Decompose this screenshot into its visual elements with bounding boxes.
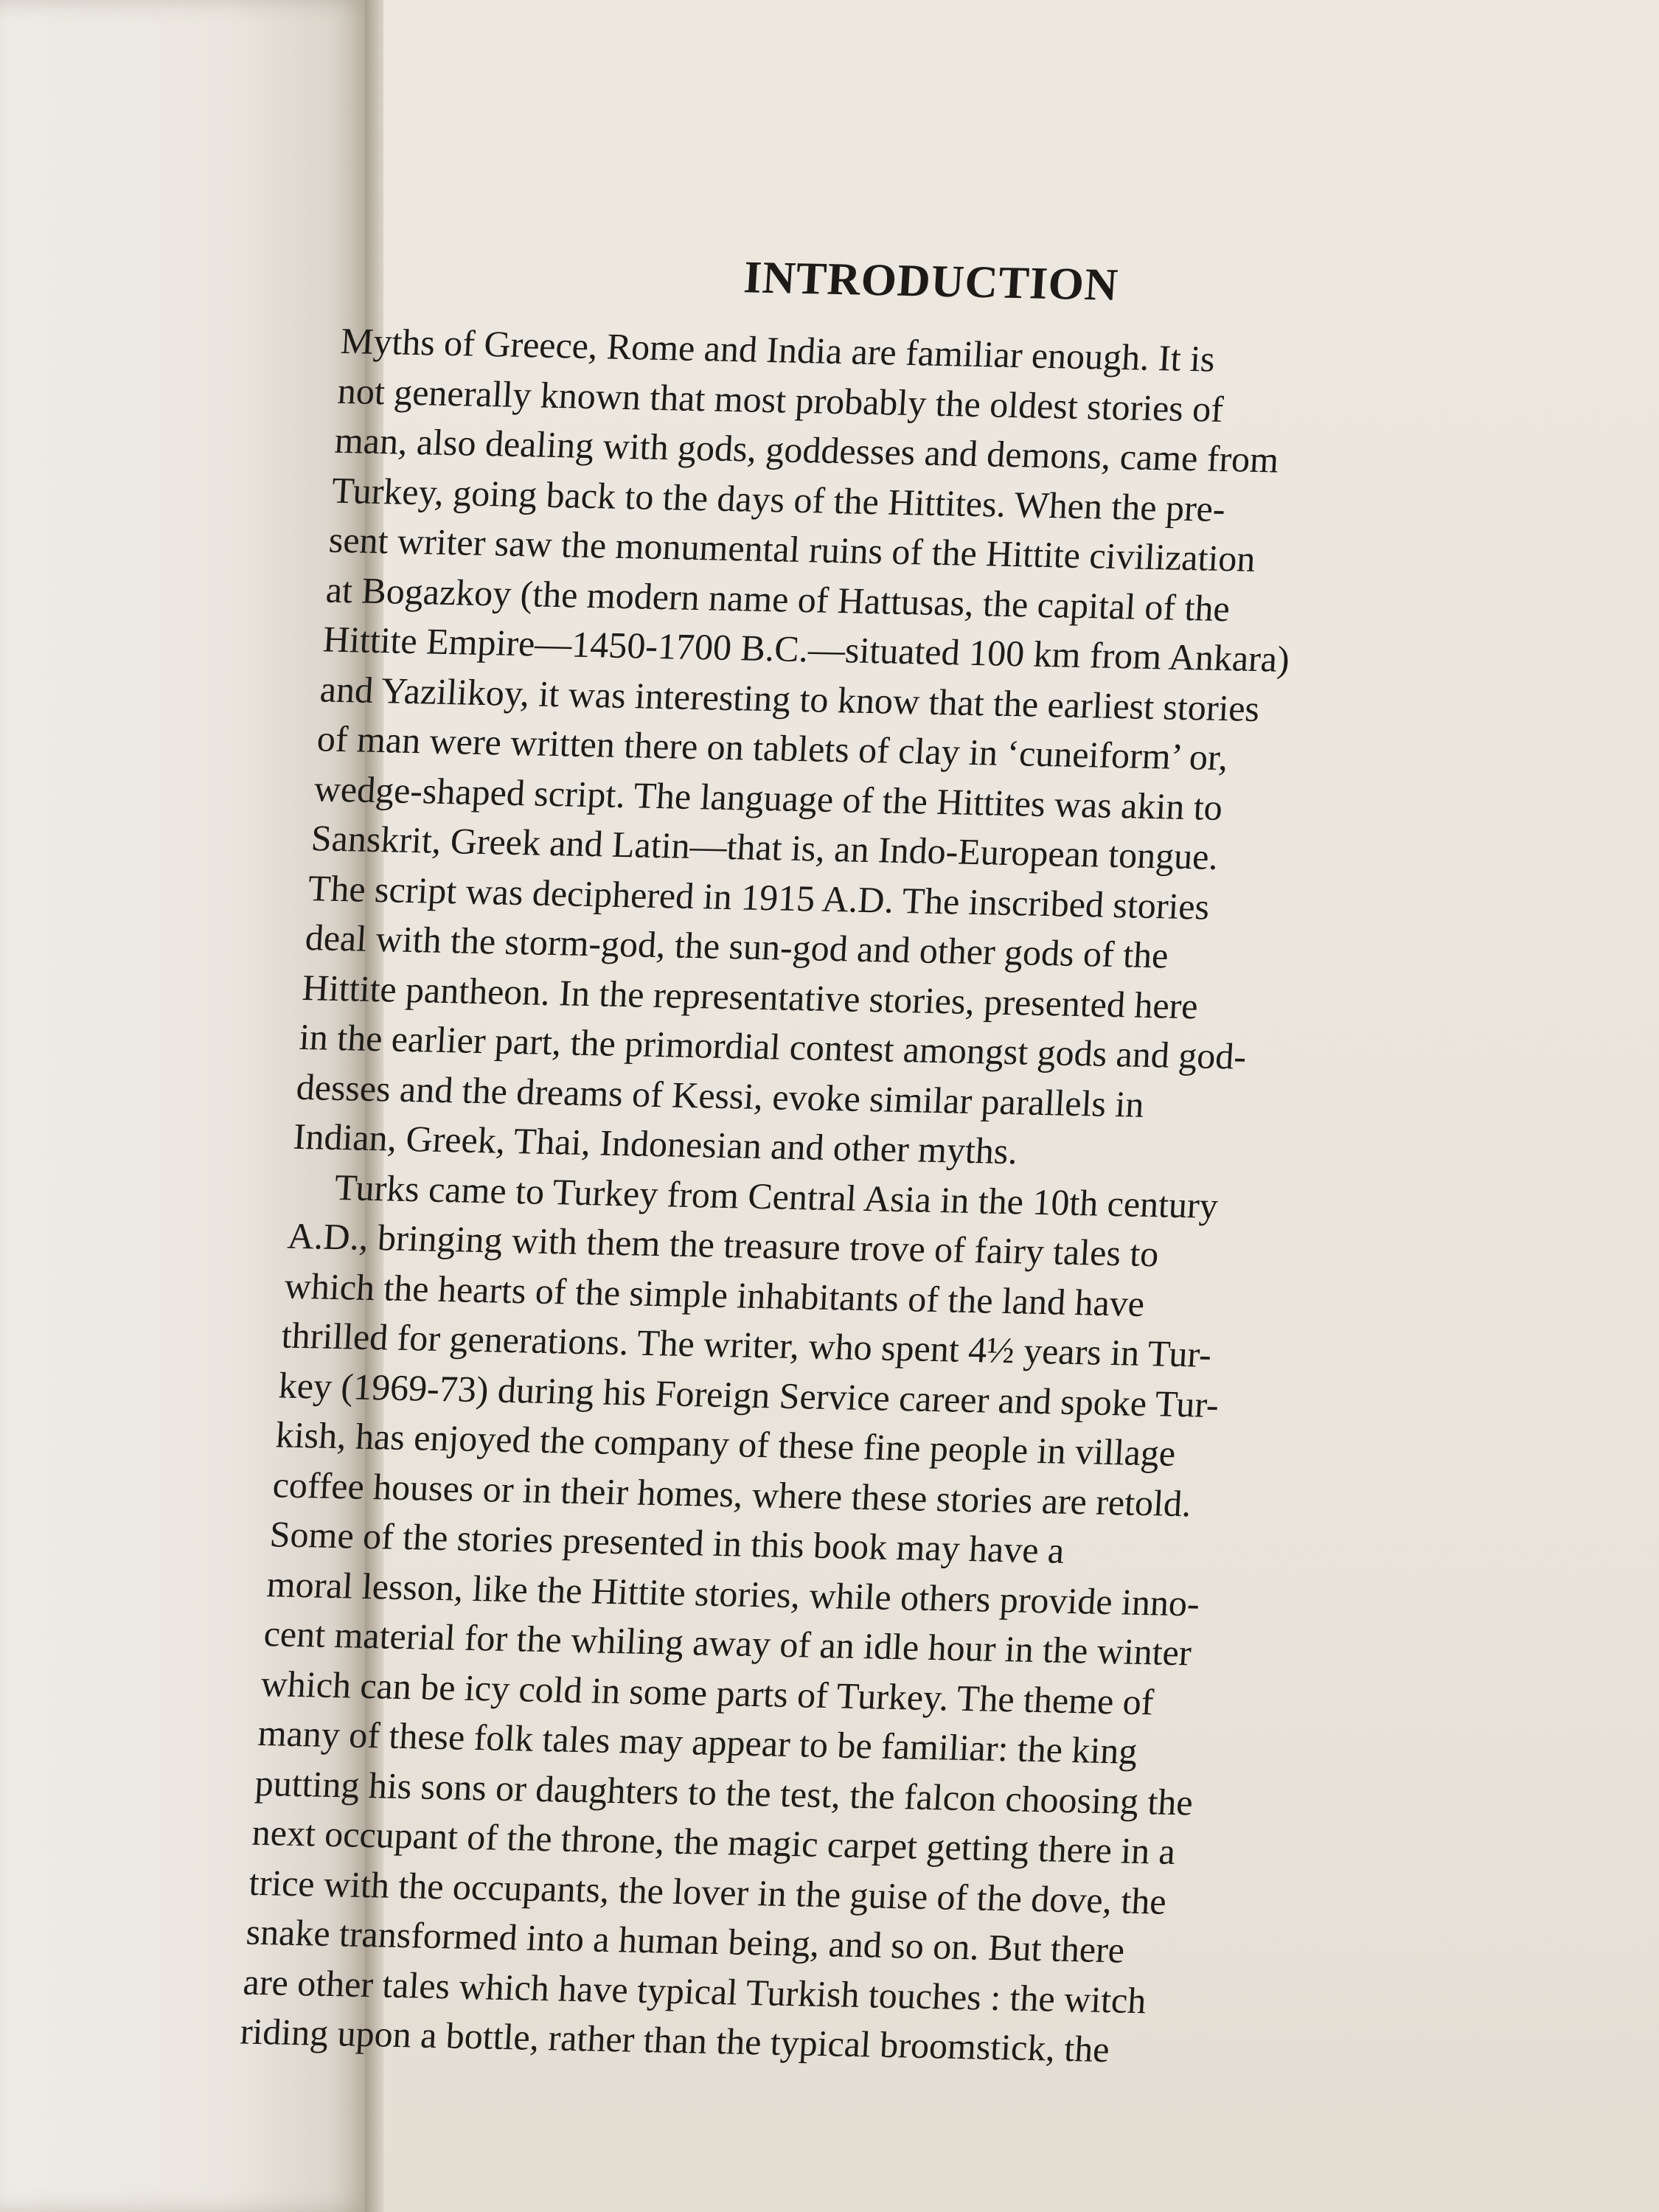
text-line: Myths of Greece, Rome and India are familiar enough. It is	[339, 319, 1217, 380]
text-line: which can be icy cold in some parts of Turkey. The theme of	[260, 1662, 1155, 1722]
text-line: thrilled for generations. The writer, who spent 4½ years in Tur-	[280, 1314, 1213, 1375]
text-line: Sanskrit, Greek and Latin—that is, an Indo-European tongue.	[310, 817, 1220, 877]
text-line: deal with the storm-god, the sun-god and other gods of the	[304, 917, 1170, 976]
text-line: riding upon a bottle, rather than the typical broomstick, the	[239, 2010, 1111, 2070]
text-line: key (1969-73) during his Foreign Service career and spoke Tur-	[277, 1363, 1220, 1425]
text-line: many of these folk tales may appear to be familiar: the king	[257, 1711, 1139, 1772]
text-line: Turkey, going back to the days of the Hittites. When the pre-	[330, 469, 1227, 529]
text-line: desses and the dreams of Kessi, evoke similar parallels in	[295, 1065, 1146, 1125]
text-line: trice with the occupants, the lover in the guise of the dove, the	[248, 1861, 1168, 1922]
text-line: sent writer saw the monumental ruins of the Hittite civilization	[327, 518, 1257, 580]
text-line: Hittite Empire—1450-1700 B.C.—situated 100 km from Ankara)	[321, 618, 1291, 680]
text-line: coffee houses or in their homes, where these stories are retold.	[271, 1463, 1193, 1524]
text-line: man, also dealing with gods, goddesses and demons, came from	[333, 419, 1280, 481]
text-line: snake transformed into a human being, and so on. But there	[245, 1910, 1126, 1971]
text-line: and Yazilikoy, it was interesting to know that the earliest stories	[319, 667, 1261, 729]
text-line: moral lesson, like the Hittite stories, while others provide inno-	[265, 1562, 1201, 1624]
text-line: The script was deciphered in 1915 A.D. The inscribed stories	[307, 866, 1211, 928]
text-line: at Bogazkoy (the modern name of Hattusas, the capital of the	[324, 568, 1231, 629]
paragraph-1	[292, 316, 1492, 1186]
text-line: kish, has enjoyed the company of these fine people in village	[274, 1413, 1177, 1474]
text-line: Turks came to Turkey from Central Asia in the 10th century	[333, 1166, 1220, 1226]
paragraph-2	[239, 1161, 1442, 2080]
text-line: are other tales which have typical Turkish touches : the witch	[242, 1961, 1148, 2021]
text-line: cent material for the whiling away of an idle hour in the winter	[262, 1613, 1193, 1674]
text-line: in the earlier part, the primordial contest amongst gods and god-	[298, 1015, 1248, 1077]
text-line: A.D., bringing with them the treasure trove of fairy tales to	[286, 1214, 1161, 1275]
text-line: Indian, Greek, Thai, Indonesian and other myths.	[292, 1115, 1019, 1172]
text-line: of man were written there on tablets of clay in ‘cuneiform’ or,	[316, 717, 1229, 779]
text-line: Some of the stories presented in this book may have a	[268, 1513, 1065, 1571]
text-line: Hittite pantheon. In the representative stories, presented here	[301, 966, 1200, 1026]
text-line: next occupant of the throne, the magic carpet getting there in a	[251, 1811, 1177, 1872]
text-line: putting his sons or daughters to the test, the falcon choosing the	[254, 1761, 1194, 1823]
text-line: not generally known that most probably the oldest stories of	[336, 369, 1225, 430]
page-title: INTRODUCTION	[742, 252, 1120, 310]
text-line: wedge-shaped script. The language of the Hittites was akin to	[313, 767, 1224, 828]
page-text	[239, 243, 1497, 2081]
text-line: which the hearts of the simple inhabitants of the land have	[283, 1265, 1146, 1324]
